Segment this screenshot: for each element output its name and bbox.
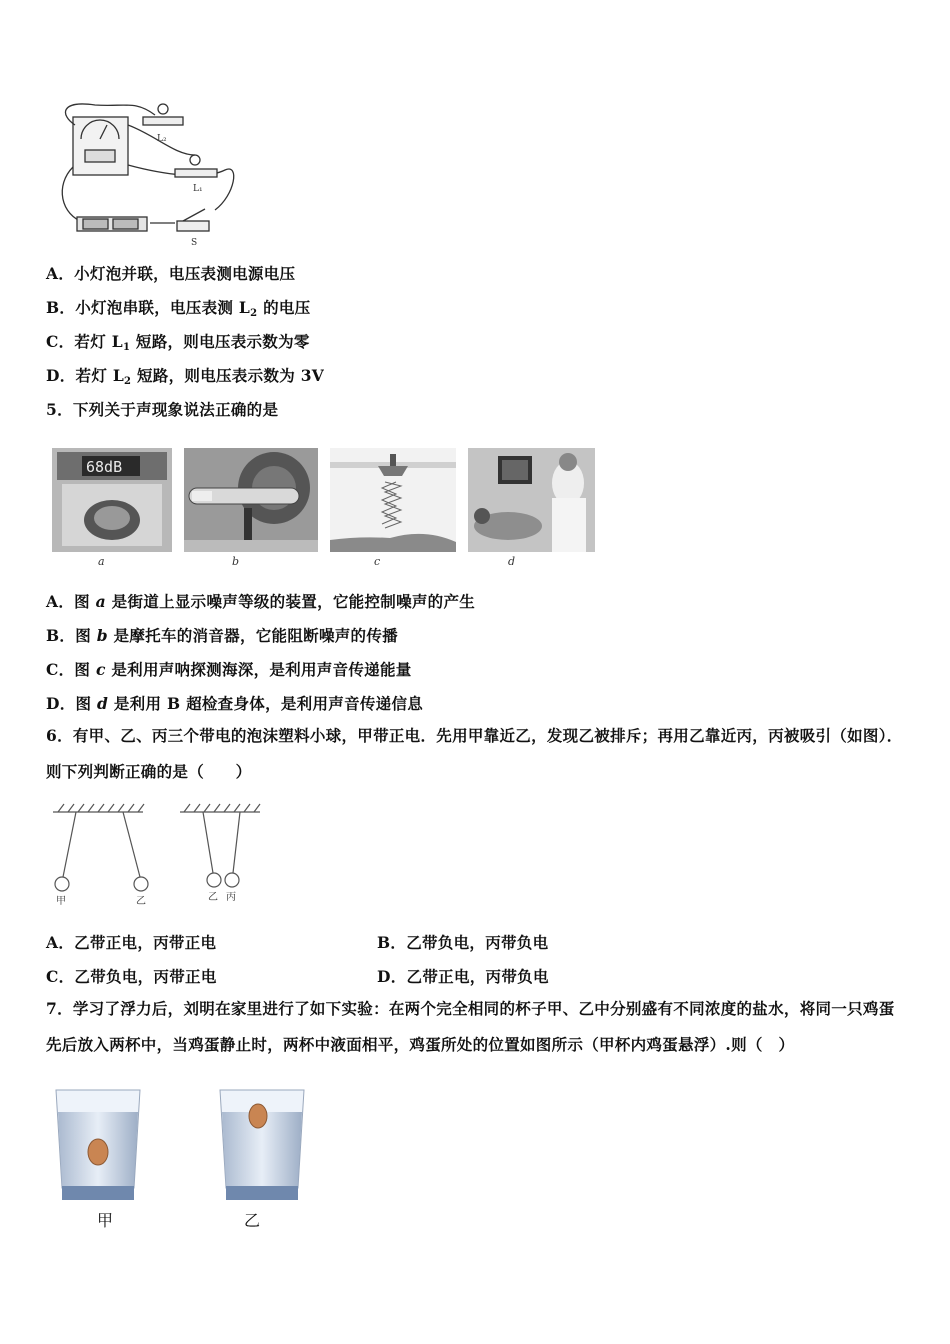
q6-option-a[interactable]: A．乙带正电，丙带正电	[46, 933, 217, 952]
ball-label-yi-2: 乙	[208, 892, 218, 903]
label-l2: L₂	[157, 134, 167, 144]
figure-ref: a	[95, 592, 106, 611]
option-text: D．图	[46, 694, 98, 713]
motorcycle-muffler-photo	[184, 448, 318, 552]
option-text: 是街道上显示噪声等级的装置，它能控制噪声的产生	[105, 592, 476, 611]
ball-label-jia: 甲	[56, 896, 66, 907]
caption-b: b	[232, 555, 240, 568]
q5-option-b[interactable]	[46, 624, 398, 646]
noise-meter-reading: 68dB	[86, 458, 123, 476]
subscript: 1	[122, 342, 131, 353]
cup-jia	[54, 1088, 142, 1202]
caption-c: c	[374, 555, 381, 568]
figure-ref: d	[97, 694, 109, 713]
noise-meter-photo	[52, 448, 172, 552]
option-text: 短路，则电压表示数为 3V	[131, 366, 325, 385]
caption-d: d	[508, 555, 516, 568]
q4-option-d[interactable]	[46, 364, 324, 387]
label-s: S	[191, 238, 198, 248]
option-text: 的电压	[257, 298, 311, 317]
figure-ref: c	[95, 660, 106, 679]
sonar-ship-diagram	[330, 448, 456, 552]
option-text: 是利用声呐探测海深，是利用声音传递能量	[105, 660, 412, 679]
q6-stem: 6．有甲、乙、丙三个带电的泡沫塑料小球，甲带正电．先用甲靠近乙，发现乙被排斥；再用乙靠近丙，丙被吸引（如图）．则下列判断正确的是（ ）	[46, 726, 903, 781]
q5-option-d[interactable]	[46, 692, 423, 714]
option-text: 短路，则电压表示数为零	[130, 332, 310, 351]
ball-label-yi: 乙	[136, 896, 146, 907]
subscript: 2	[250, 308, 258, 319]
option-text: B．小灯泡串联，电压表测 L	[46, 298, 251, 317]
q6-option-b[interactable]: B．乙带负电，丙带负电	[377, 933, 549, 952]
cup-label-jia: 甲	[97, 1211, 114, 1230]
q5-option-c[interactable]	[46, 658, 412, 680]
ultrasound-photo	[468, 448, 595, 552]
option-text: 是利用 B 超检查身体，是利用声音传递信息	[108, 694, 424, 713]
cup-yi	[218, 1088, 306, 1202]
option-text: A．小灯泡并联，电压表测电源电压	[46, 264, 296, 283]
q6-option-c[interactable]: C．乙带负电，丙带正电	[46, 967, 217, 986]
q5-stem: 5．下列关于声现象说法正确的是	[46, 400, 279, 419]
label-l1: L₁	[193, 184, 203, 194]
option-text: C．图	[46, 660, 96, 679]
option-text: B．图	[46, 626, 97, 645]
q4-option-a[interactable]	[46, 262, 295, 284]
option-text: D．若灯 L	[46, 366, 125, 385]
ball-label-bing: 丙	[226, 892, 236, 903]
option-text: 是摩托车的消音器，它能阻断噪声的传播	[107, 626, 398, 645]
circuit-diagram	[55, 95, 245, 250]
option-text: A．图	[46, 592, 96, 611]
q4-option-b[interactable]	[46, 296, 310, 319]
q7-stem: 7．学习了浮力后，刘明在家里进行了如下实验：在两个完全相同的杯子甲、乙中分别盛有不同浓度的盐水，将同一只鸡蛋先后放入两杯中，当鸡蛋静止时，两杯中液面相平，鸡蛋所处的位置如图所示（甲杯内鸡蛋悬浮）.则（ ）	[46, 999, 895, 1054]
subscript: 2	[124, 376, 132, 387]
charged-balls-diagram	[48, 800, 263, 910]
option-text: C．若灯 L	[46, 332, 123, 351]
q6-option-d[interactable]: D．乙带正电，丙带负电	[377, 967, 549, 986]
caption-a: a	[98, 555, 105, 568]
cup-label-yi: 乙	[244, 1211, 261, 1230]
figure-ref: b	[96, 626, 108, 645]
q5-option-a[interactable]	[46, 590, 475, 612]
q4-option-c[interactable]	[46, 330, 310, 353]
